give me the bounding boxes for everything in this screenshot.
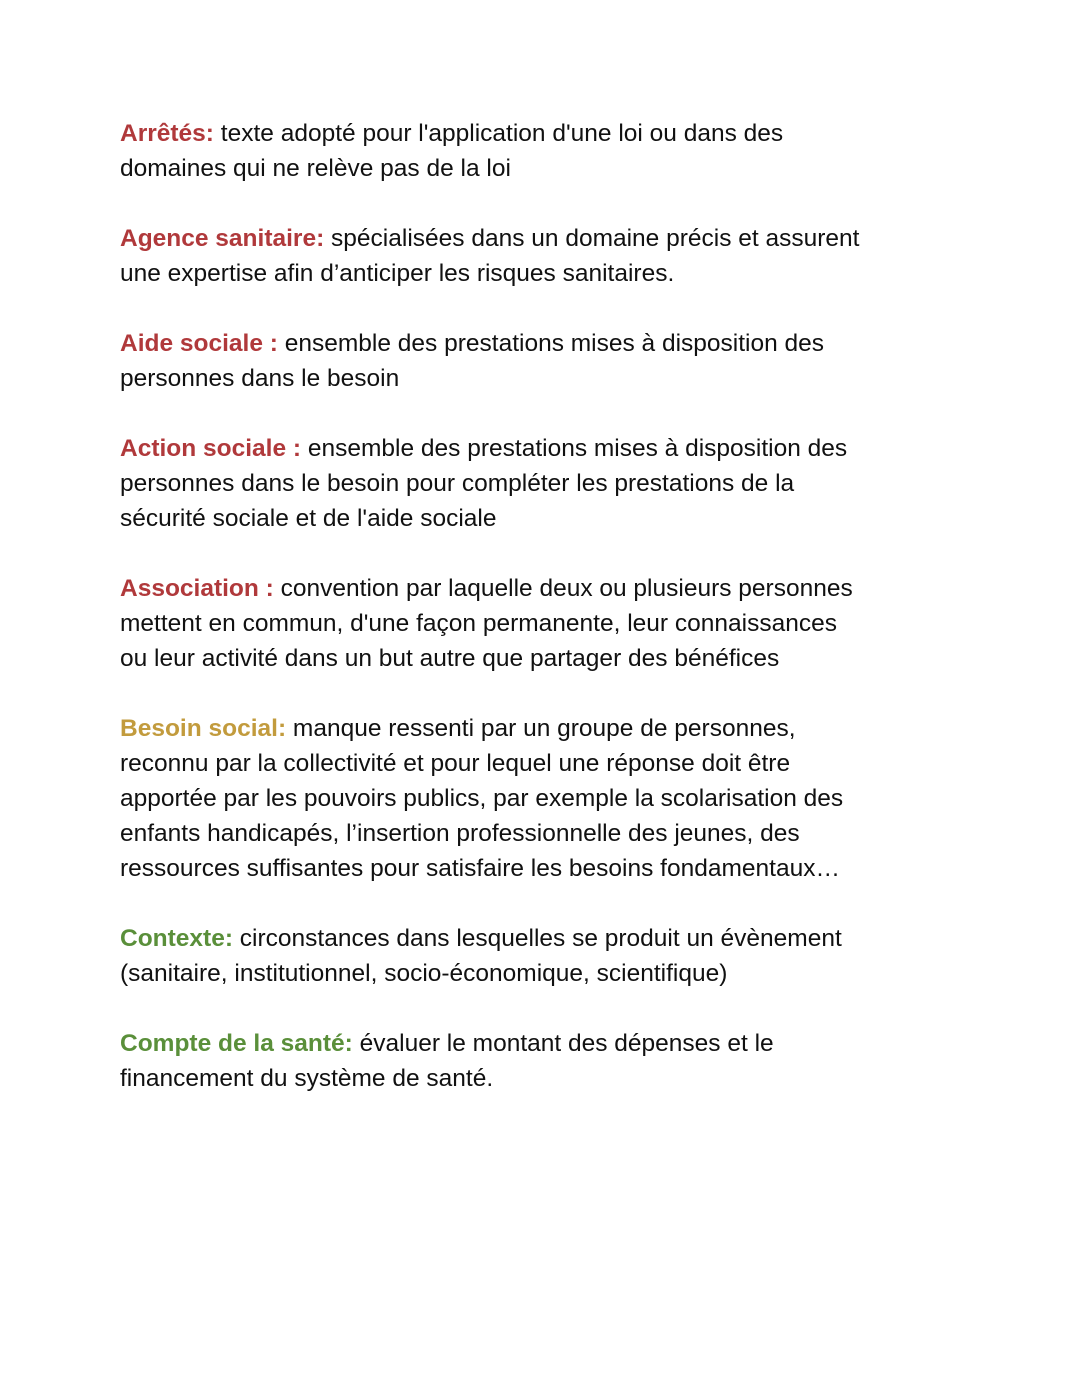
glossary-entry-contexte [120, 921, 865, 991]
glossary-term: Aide sociale : [120, 330, 278, 357]
glossary-term: Action sociale : [120, 435, 302, 462]
glossary-entry-besoin-social [120, 711, 865, 886]
glossary-definition: ensemble des prestations mises à disposition des personnes dans le besoin pour compléter les prestations de la sécurité sociale et de l'aide sociale [120, 435, 848, 532]
glossary-definition: circonstances dans lesquelles se produit un évènement (sanitaire, institutionnel, socio-économique, scientifique) [120, 925, 842, 987]
glossary-entry-arretes [120, 116, 865, 186]
glossary-term: Association : [120, 575, 274, 602]
glossary-entry-association [120, 571, 865, 676]
glossary-definition: évaluer le montant des dépenses et le financement du système de santé. [120, 1030, 774, 1092]
glossary-term: Besoin social: [120, 715, 287, 742]
glossary-list [120, 116, 865, 1131]
glossary-term: Arrêtés: [120, 120, 214, 147]
glossary-term: Agence sanitaire: [120, 225, 325, 252]
glossary-definition: convention par laquelle deux ou plusieurs personnes mettent en commun, d'une façon permanente, leur connaissances ou leur activité dans un but autre que partager des bénéfices [120, 575, 853, 672]
glossary-term: Contexte: [120, 925, 233, 952]
glossary-definition: manque ressenti par un groupe de personnes, reconnu par la collectivité et pour lequel une réponse doit être apportée par les pouvoirs publics, par exemple la scolarisation des enfants handicapés, l’insertion professionnelle des jeunes, des ressources suffisantes pour satisfaire les besoins fondamentaux… [120, 715, 844, 882]
glossary-definition: ensemble des prestations mises à disposition des personnes dans le besoin [120, 330, 825, 392]
glossary-entry-agence-sanitaire [120, 221, 865, 291]
glossary-definition: texte adopté pour l'application d'une loi ou dans des domaines qui ne relève pas de la loi [120, 120, 784, 182]
glossary-entry-action-sociale [120, 431, 865, 536]
glossary-entry-compte-de-la-sante [120, 1026, 865, 1096]
glossary-entry-aide-sociale [120, 326, 865, 396]
glossary-term: Compte de la santé: [120, 1030, 353, 1057]
glossary-definition: spécialisées dans un domaine précis et assurent une expertise afin d’anticiper les risques sanitaires. [120, 225, 860, 287]
